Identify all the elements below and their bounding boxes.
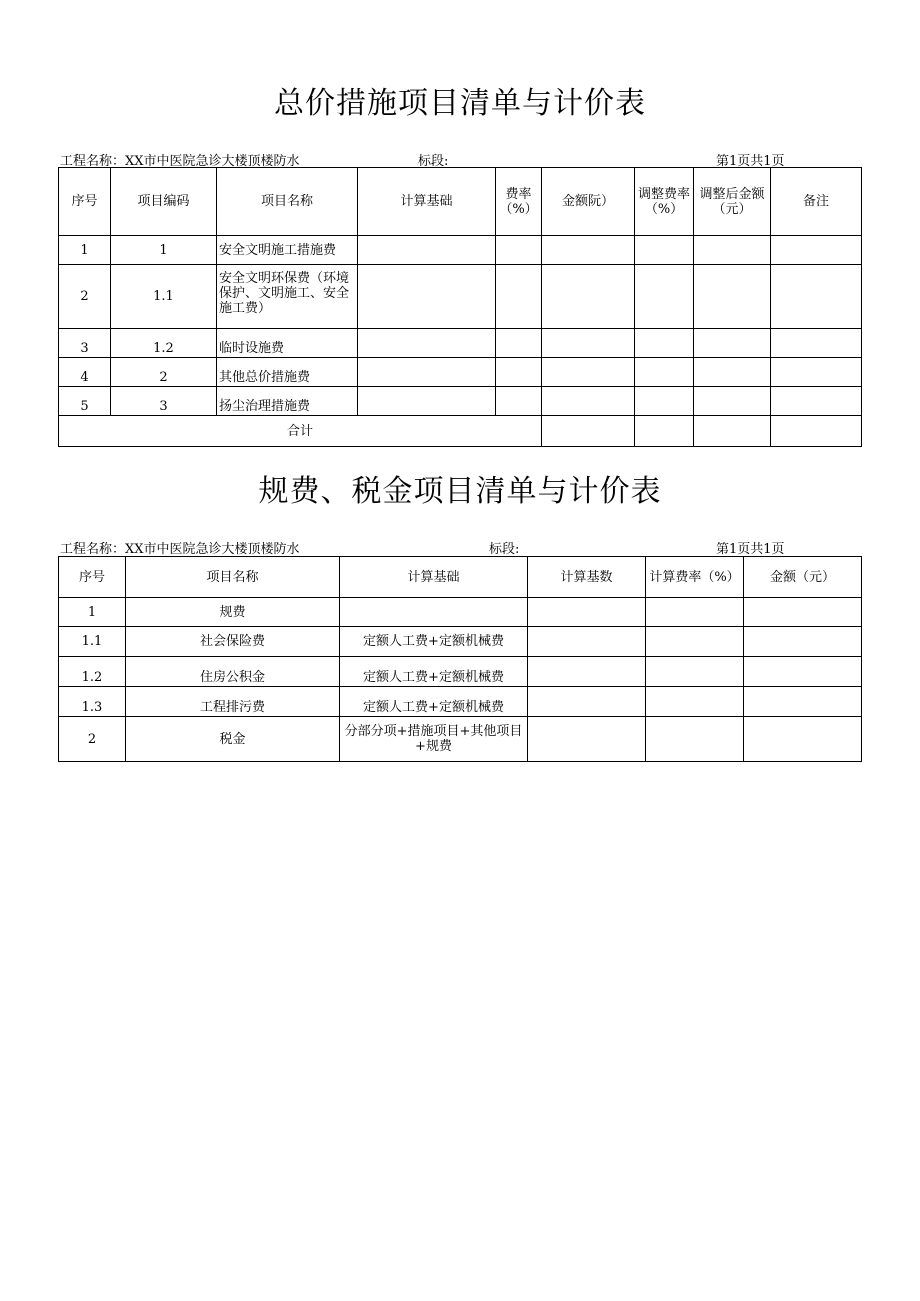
- row-basis: [340, 598, 528, 627]
- table-row: [59, 627, 862, 657]
- header-amount: 金额阮）: [542, 168, 635, 236]
- row-seq: 1.3: [59, 687, 126, 717]
- row-name: 其他总价措施费: [217, 358, 358, 387]
- row-seq: 4: [59, 358, 111, 387]
- table2-page-number: 第1页共1页: [716, 542, 785, 557]
- header-adjusted-rate: 调整费率（%）: [635, 168, 694, 236]
- header-rate: 费率（%）: [496, 168, 542, 236]
- table-row: [59, 687, 862, 717]
- header-code: 项目编码: [111, 168, 217, 236]
- row-name: 社会保险费: [126, 627, 340, 657]
- row-seq: 1.2: [59, 657, 126, 687]
- header-basis: 计算基础: [358, 168, 496, 236]
- header-name: 项目名称: [126, 557, 340, 598]
- row-seq: 2: [59, 717, 126, 762]
- row-seq: 3: [59, 329, 111, 358]
- header-seq: 序号: [59, 557, 126, 598]
- row-basis: 定额人工费+定额机械费: [340, 657, 528, 687]
- row-name: 安全文明环保费（环境保护、文明施工、安全施工费）: [217, 265, 358, 329]
- header-adjusted-amount: 调整后金额（元）: [694, 168, 771, 236]
- table2-section: 标段:: [489, 542, 520, 557]
- table1-project-name: 工程名称：XX市中医院急诊大楼顶楼防水: [60, 154, 300, 169]
- table1-total-row: [59, 416, 862, 447]
- table2-header-row: [59, 557, 862, 598]
- table-row: [59, 265, 862, 329]
- header-base-amount: 计算基数: [528, 557, 646, 598]
- row-seq: 2: [59, 265, 111, 329]
- header-seq: 序号: [59, 168, 111, 236]
- row-code: 2: [111, 358, 217, 387]
- header-rate: 计算费率（%）: [646, 557, 744, 598]
- table-row: [59, 717, 862, 762]
- row-name: 扬尘治理措施费: [217, 387, 358, 416]
- table2-title: 规费、税金项目清单与计价表: [258, 474, 662, 509]
- table1-section: 标段:: [418, 154, 449, 169]
- row-name: 工程排污费: [126, 687, 340, 717]
- table-row: [59, 236, 862, 265]
- table1-page-number: 第1页共1页: [716, 154, 785, 169]
- row-name: 安全文明施工措施费: [217, 236, 358, 265]
- row-seq: 1: [59, 598, 126, 627]
- header-amount: 金额（元）: [744, 557, 862, 598]
- measures-table: [58, 167, 862, 447]
- table-row: [59, 657, 862, 687]
- table2-project-name: 工程名称：XX市中医院急诊大楼顶楼防水: [60, 542, 300, 557]
- row-code: 1.2: [111, 329, 217, 358]
- row-name: 临时设施费: [217, 329, 358, 358]
- header-name: 项目名称: [217, 168, 358, 236]
- table1-title: 总价措施项目清单与计价表: [274, 86, 646, 121]
- row-seq: 1.1: [59, 627, 126, 657]
- row-code: 3: [111, 387, 217, 416]
- row-name: 规费: [126, 598, 340, 627]
- header-remarks: 备注: [771, 168, 862, 236]
- row-seq: 1: [59, 236, 111, 265]
- row-code: 1: [111, 236, 217, 265]
- row-code: 1.1: [111, 265, 217, 329]
- row-name: 税金: [126, 717, 340, 762]
- table-row: [59, 387, 862, 416]
- row-basis: 定额人工费+定额机械费: [340, 687, 528, 717]
- row-seq: 5: [59, 387, 111, 416]
- row-name: 住房公积金: [126, 657, 340, 687]
- fees-taxes-table: [58, 556, 862, 762]
- table1-header-row: [59, 168, 862, 236]
- row-basis: 分部分项+措施项目+其他项目+规费: [340, 717, 528, 762]
- table-row: [59, 598, 862, 627]
- row-basis: 定额人工费+定额机械费: [340, 627, 528, 657]
- table-row: [59, 329, 862, 358]
- header-basis: 计算基础: [340, 557, 528, 598]
- total-label: 合计: [59, 416, 542, 447]
- table-row: [59, 358, 862, 387]
